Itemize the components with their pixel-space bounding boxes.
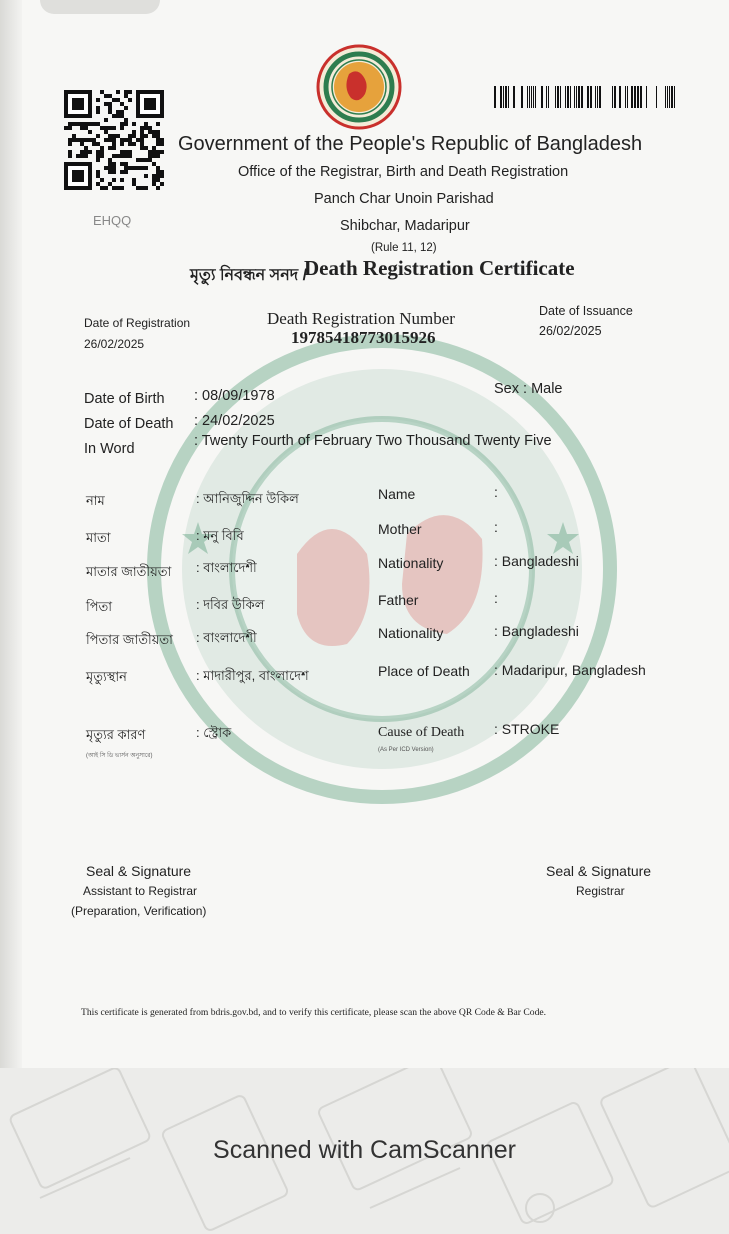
registration-number: 19785418773015926: [291, 328, 436, 347]
name-value-bn: : আনিজুদ্দিন উকিল: [196, 491, 299, 506]
mother-value-bn: : মনু বিবি: [196, 528, 244, 543]
location-name: Shibchar, Madaripur: [340, 218, 470, 234]
mother-value: :: [494, 519, 498, 535]
father-nationality-label: Nationality: [378, 625, 444, 641]
mother-nationality-value-bn: : বাংলাদেশী: [196, 560, 257, 575]
name-value: :: [494, 484, 498, 500]
camscanner-watermark: Scanned with CamScanner: [213, 1136, 516, 1164]
right-signature-title: Seal & Signature: [546, 863, 652, 879]
in-word-label: In Word: [84, 441, 135, 457]
father-nationality-value: : Bangladeshi: [494, 623, 579, 639]
mother-nationality-value: : Bangladeshi: [494, 553, 579, 569]
issuance-date: 26/02/2025: [539, 324, 602, 338]
place-of-death-label: Place of Death: [378, 663, 470, 679]
verification-disclaimer: This certificate is generated from bdris.gov.bd, and to verify this certificate, please scan the above QR Code & Bar Code.: [81, 1007, 547, 1018]
cause-of-death-value: : STROKE: [494, 721, 560, 737]
certificate-title-bn: মৃত্যু নিবন্ধন সনদ /: [190, 267, 308, 284]
issuance-date-label: Date of Issuance: [539, 304, 633, 318]
mother-nationality-label: Nationality: [378, 555, 444, 571]
name-label: Name: [378, 486, 416, 502]
dob-value: : 08/09/1978: [194, 388, 275, 404]
cause-of-death-label: Cause of Death: [378, 725, 465, 740]
government-emblem: [316, 44, 402, 130]
father-nationality-label-bn: পিতার জাতীয়তা: [86, 632, 173, 647]
government-title: Government of the People's Republic of Bangladesh: [178, 133, 643, 155]
cause-note-en: (As Per ICD Version): [378, 747, 434, 753]
place-of-death-value-bn: : মাদারীপুর, বাংলাদেশ: [196, 668, 309, 683]
father-label: Father: [378, 592, 419, 608]
father-label-bn: পিতা: [86, 599, 113, 614]
qr-code-label: EHQQ: [93, 213, 132, 228]
place-of-death-value: : Madaripur, Bangladesh: [494, 662, 646, 678]
dod-label: Date of Death: [84, 416, 174, 432]
certificate-title-en: Death Registration Certificate: [304, 256, 575, 280]
registration-number-label: Death Registration Number: [267, 309, 455, 328]
office-title: Office of the Registrar, Birth and Death Registration: [238, 164, 569, 180]
name-label-bn: নাম: [86, 493, 105, 508]
barcode: [492, 86, 676, 108]
left-signature-note: (Preparation, Verification): [71, 904, 207, 918]
father-value-bn: : দবির উকিল: [196, 597, 265, 612]
right-signature-role: Registrar: [576, 884, 625, 898]
left-signature-role: Assistant to Registrar: [83, 884, 198, 898]
sex-value: Sex : Male: [494, 381, 563, 397]
place-of-death-label-bn: মৃত্যুস্থান: [86, 669, 127, 684]
father-value: :: [494, 590, 498, 606]
qr-code: [64, 90, 164, 190]
left-signature-title: Seal & Signature: [86, 863, 192, 879]
dob-label: Date of Birth: [84, 391, 165, 407]
cause-of-death-label-bn: মৃত্যুর কারণ: [86, 727, 146, 742]
cause-note-bn: (আই সি ডি ভার্সন অনুসারে): [86, 753, 153, 759]
parishad-name: Panch Char Unoin Parishad: [314, 191, 494, 207]
mother-label: Mother: [378, 521, 422, 537]
mother-label-bn: মাতা: [86, 530, 111, 545]
rule-reference: (Rule 11, 12): [371, 242, 437, 254]
registration-date: 26/02/2025: [84, 337, 145, 351]
father-nationality-value-bn: : বাংলাদেশী: [196, 630, 257, 645]
cause-of-death-value-bn: : স্ট্রোক: [196, 725, 232, 740]
mother-nationality-label-bn: মাতার জাতীয়তা: [86, 564, 172, 579]
registration-date-label: Date of Registration: [84, 316, 191, 330]
scan-shadow: [40, 0, 160, 14]
dod-value: : 24/02/2025: [194, 413, 275, 429]
paper-edge: [0, 0, 22, 1068]
in-word-value: : Twenty Fourth of February Two Thousand Twenty Five: [194, 433, 552, 449]
